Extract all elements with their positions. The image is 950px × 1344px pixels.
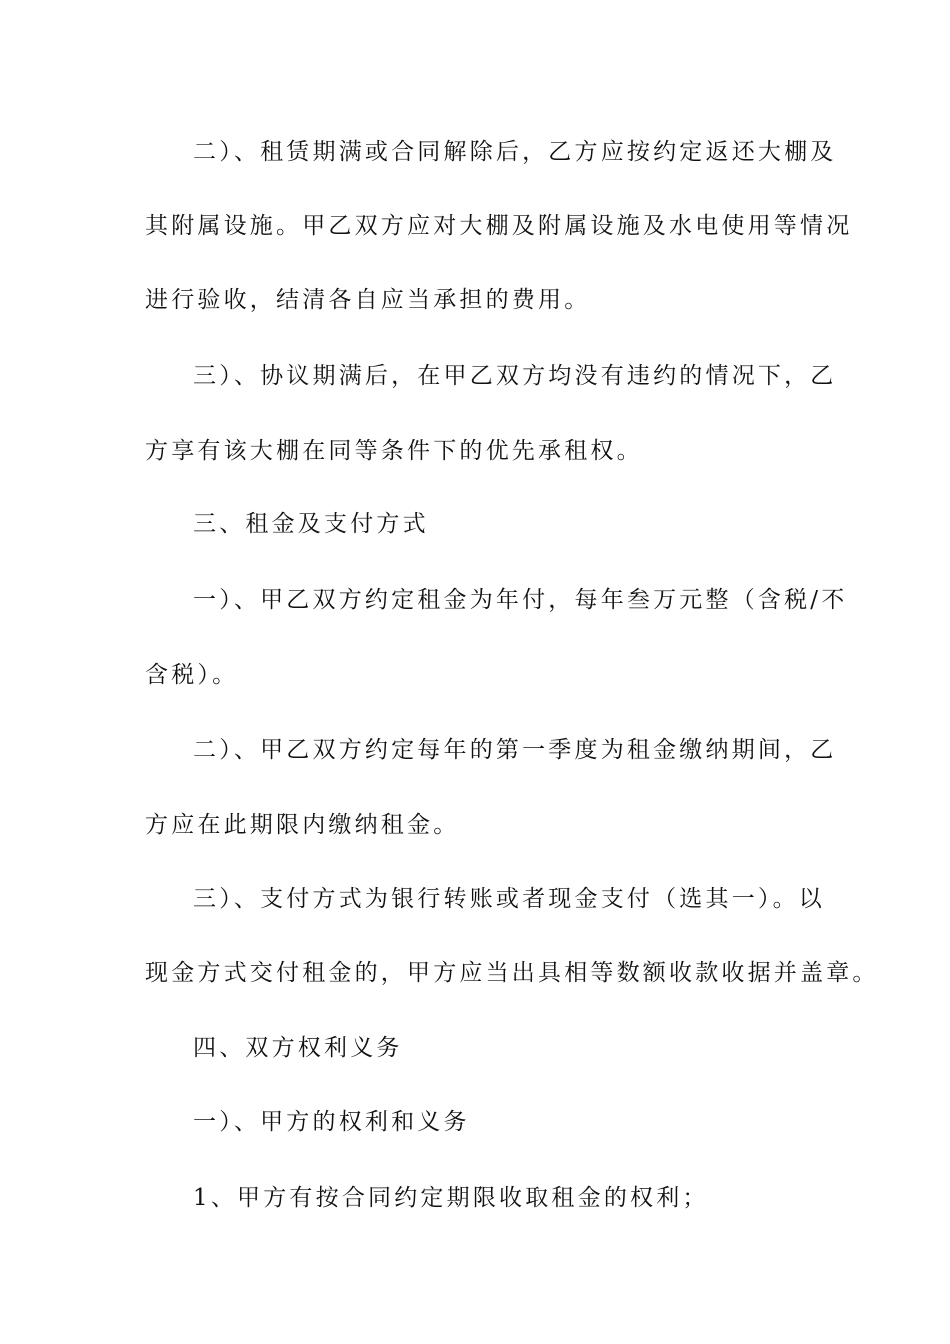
paragraph-line: 进行验收，结清各自应当承担的费用。 bbox=[145, 287, 591, 313]
section-heading: 四、双方权利义务 bbox=[193, 1035, 403, 1061]
paragraph-line: 含税）。 bbox=[145, 662, 239, 688]
paragraph-line: 三）、支付方式为银行转账或者现金支付（选其一）。以 bbox=[193, 886, 825, 912]
paragraph-line: 方享有该大棚在同等条件下的优先承租权。 bbox=[145, 438, 643, 464]
paragraph-line: 一）、甲乙双方约定租金为年付，每年叁万元整（含税/不 bbox=[193, 587, 848, 613]
paragraph-line: 1、甲方有按合同约定期限收取租金的权利； bbox=[193, 1185, 709, 1211]
section-heading: 三、租金及支付方式 bbox=[193, 511, 429, 537]
paragraph-line: 方应在此期限内缴纳租金。 bbox=[145, 812, 460, 838]
paragraph-line: 二）、甲乙双方约定每年的第一季度为租金缴纳期间，乙 bbox=[193, 737, 837, 763]
paragraph-line: 三）、协议期满后，在甲乙双方均没有违约的情况下，乙 bbox=[193, 363, 837, 389]
paragraph-line: 其附属设施。甲乙双方应对大棚及附属设施及水电使用等情况 bbox=[145, 213, 853, 239]
subsection-heading: 一）、甲方的权利和义务 bbox=[193, 1109, 470, 1135]
paragraph-line: 二）、租赁期满或合同解除后，乙方应按约定返还大棚及 bbox=[193, 139, 837, 165]
paragraph-line: 现金方式交付租金的，甲方应当出具相等数额收款收据并盖章。 bbox=[145, 960, 879, 986]
